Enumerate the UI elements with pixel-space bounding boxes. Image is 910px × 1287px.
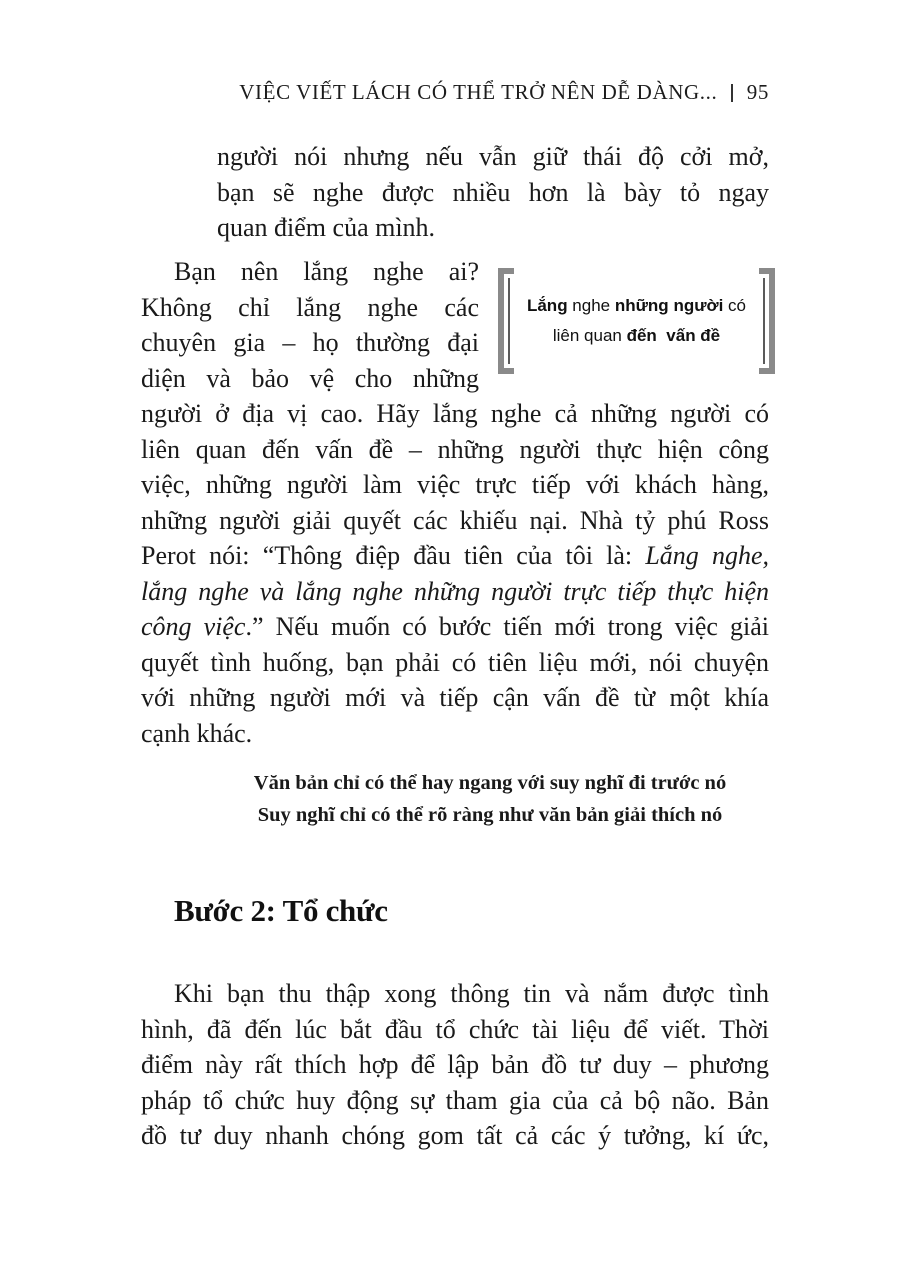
text-line: Perot nói: “Thông điệp đầu tiên của tôi là: Lắng nghe, [141,541,770,570]
text-line: bạn sẽ nghe được nhiều hơn là bày tỏ ngay [217,177,769,207]
callout-line-2: liên quan đến vấn đề [552,326,721,345]
callout-text [522,291,752,351]
running-header [239,80,769,105]
listen-paragraph-wide [141,396,769,751]
text-line: người ở địa vị cao. Hãy lắng nghe cả những người có [141,399,769,428]
text-line: người nói nhưng nếu vẫn giữ thái độ cởi mở, [217,142,769,171]
right-bracket-decoration [759,268,775,374]
text-line: công việc.” Nếu muốn có bước tiến mới trong việc giải [141,612,770,641]
text-line: chuyên gia – họ thường đại [141,328,479,357]
text-line: diện và bảo vệ cho những [141,363,479,393]
intro-paragraph [217,139,769,246]
epigraph-line-2: Suy nghĩ chỉ có thể rõ ràng như văn bản giải thích nó [257,804,723,826]
callout-line-1: Lắng nghe những người có [526,296,747,315]
pull-quote-callout [498,268,775,374]
text-line: hình, đã đến lúc bắt đầu tổ chức tài liệu để viết. Thời [141,1014,769,1044]
text-line: đồ tư duy nhanh chóng gom tất cả các ý tưởng, kí ức, [141,1121,769,1150]
page-number: 95 [746,80,769,104]
left-bracket-decoration [498,268,514,374]
section-heading: Bước 2: Tổ chức [174,893,388,928]
text-line: pháp tổ chức huy động sự tham gia của cả bộ não. Bản [141,1085,769,1115]
text-line: điểm này rất thích hợp để lập bản đồ tư duy – phương [141,1050,769,1079]
text-line: Không chỉ lắng nghe các [141,292,479,322]
text-line: cạnh khác. [141,718,253,748]
text-line: lắng nghe và lắng nghe những người trực tiếp thực hiện [141,576,769,606]
text-line: liên quan đến vấn đề – những người thực hiện công [141,434,769,464]
text-line: việc, những người làm việc trực tiếp với khách hàng, [141,470,769,499]
text-line: Khi bạn thu thập xong thông tin và nắm được tình [174,979,769,1008]
header-separator [731,84,733,102]
chapter-title: VIỆC VIẾT LÁCH CÓ THỂ TRỞ NÊN DỄ DÀNG... [239,80,718,104]
text-line: quan điểm của mình. [217,213,436,242]
text-line: quyết tình huống, bạn phải có tiên liệu mới, nói chuyện [141,647,769,677]
text-line: với những người mới và tiếp cận vấn đề từ một khía [141,683,769,712]
text-line: Bạn nên lắng nghe ai? [174,257,479,286]
text-line: những người giải quyết các khiếu nại. Nhà tỷ phú Ross [141,505,769,535]
epigraph-line-1: Văn bản chỉ có thể hay ngang với suy nghĩ đi trước nó [253,772,727,794]
listen-paragraph-narrow [141,254,479,396]
step2-paragraph [141,976,769,1154]
